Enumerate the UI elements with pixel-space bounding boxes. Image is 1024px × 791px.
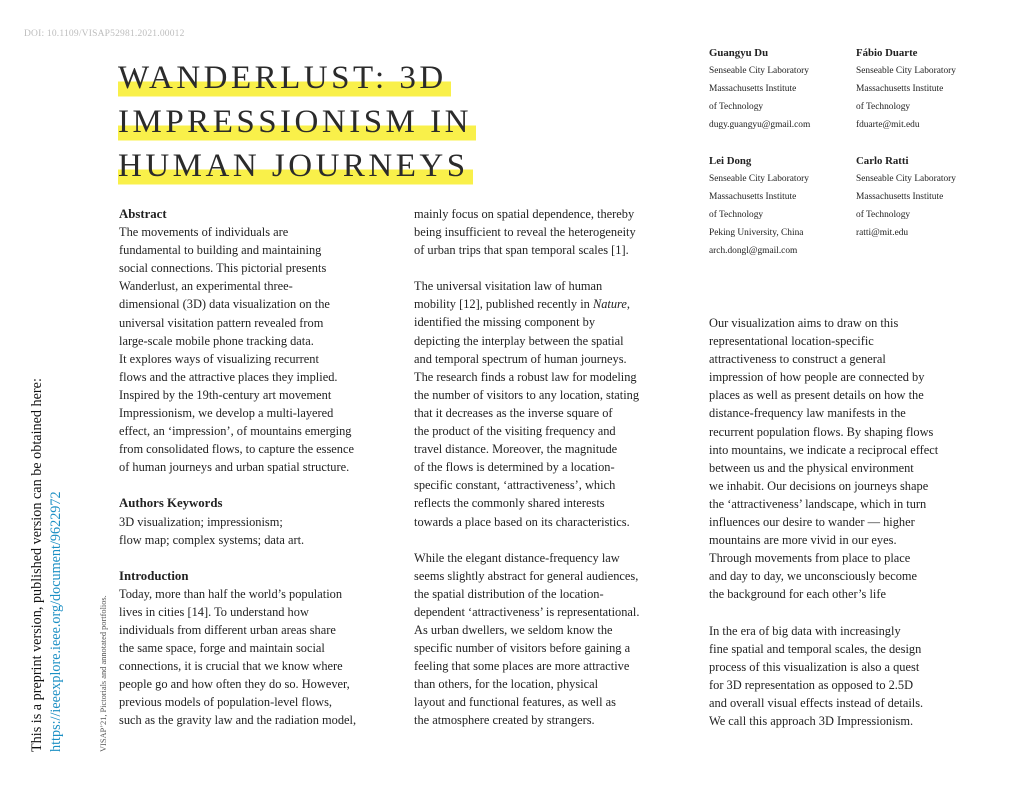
author-affiliation: of Technology	[856, 210, 911, 221]
author-affiliation: Peking University, China	[709, 228, 804, 239]
author-affiliation: Senseable City Laboratory	[856, 174, 956, 185]
author-affiliation: Massachusetts Institute	[856, 84, 944, 95]
keywords-heading: Authors Keywords	[119, 496, 223, 511]
author-email[interactable]: ratti@mit.edu	[856, 228, 909, 239]
title-line-1: WANDERLUST: 3D	[118, 56, 451, 100]
author-affiliation: Senseable City Laboratory	[709, 174, 809, 185]
introduction-text: Today, more than half the world’s population lives in cities [14]. To understand how individuals from different urban areas share the same space, forge and maintain social connections, it is crucial that we know where people go and how often they do so. However, previous models of population-level flows, such as the gravity law and the radiation model,	[119, 586, 357, 728]
venue-note: VISAP’21, Pictorials and annotated portfolios.	[99, 595, 108, 752]
author-affiliation: of Technology	[709, 210, 764, 221]
author-affiliation: Senseable City Laboratory	[856, 66, 956, 77]
author-affiliation: Massachusetts Institute	[709, 84, 797, 95]
title-line-2: IMPRESSIONISM IN	[118, 100, 476, 144]
column-right	[709, 314, 999, 730]
author-card	[856, 152, 1001, 242]
preprint-notice	[28, 378, 66, 752]
author-card	[709, 44, 854, 134]
paragraph: In the era of big data with increasingly fine spatial and temporal scales, the design process of this visualization is also a quest for 3D representation as opposed to 2.5D and overall visual effects instead of details. We call this approach 3D Impressionism.	[709, 623, 924, 728]
introduction-heading: Introduction	[119, 568, 189, 583]
paragraph-text: , identified the missing component by depicting the interplay between the spatial and temporal spectrum of human journeys. The research finds a robust law for modeling the number of visitors to any location, stating that it decreases as the inverse square of the product of the visiting frequency and travel distance. Moreover, the magnitude of the flows is determined by a location- specific constant, ‘attractiveness’, which reflects the commonly shared interests towards a place based on its characteristics.	[414, 297, 640, 529]
abstract-heading: Abstract	[119, 207, 167, 221]
author-affiliation: Senseable City Laboratory	[709, 66, 809, 77]
journal-name: Nature	[592, 297, 627, 312]
author-email[interactable]: fduarte@mit.edu	[856, 120, 920, 131]
page-title	[118, 56, 476, 188]
author-affiliation: Massachusetts Institute	[856, 192, 944, 203]
published-version-link[interactable]: https://ieeexplore.ieee.org/document/9622972	[48, 491, 64, 752]
paragraph: Our visualization aims to draw on this representational location-specific attractiveness to construct a general impression of how people are connected by places as well as present details on how the distance-frequency law manifests in the recurrent population flows. By shaping flows into mountains, we indicate a reciprocal effect between us and the physical environment we inhabit. Our decisions on journeys shape the ‘attractiveness’ landscape, which in turn influences our desire to wander — higher mountains are more vivid in our eyes. Through movements from place to place and day to day, we unconsciously become the background for each other’s life	[709, 316, 939, 602]
author-card	[709, 152, 854, 261]
author-name: Lei Dong	[709, 155, 752, 167]
title-line-3: HUMAN JOURNEYS	[118, 144, 473, 188]
author-affiliation: of Technology	[856, 102, 911, 113]
column-middle	[414, 205, 696, 730]
preprint-text: This is a preprint version, published version can be obtained here:	[29, 378, 45, 752]
author-card	[856, 44, 1001, 134]
paragraph: mainly focus on spatial dependence, thereby being insufficient to reveal the heterogeneity of urban trips that span temporal scales [1].	[414, 207, 636, 258]
author-affiliation: Massachusetts Institute	[709, 192, 797, 203]
author-name: Guangyu Du	[709, 47, 769, 59]
author-name: Carlo Ratti	[856, 155, 909, 167]
abstract-text: The movements of individuals are fundamental to building and maintaining social connections. This pictorial presents Wanderlust, an experimental three- dimensional (3D) data visualization on the universal visitation pattern revealed from large-scale mobile phone tracking data. It explores ways of visualizing recurrent flows and the attractive places they implied. Inspired by the 19th-century art movement Impressionism, we develop a multi-layered effect, an ‘impression’, of mountains emerging from consolidated flows, to capture the essence of human journeys and urban spatial structure.	[119, 225, 354, 475]
author-email[interactable]: dugy.guangyu@gmail.com	[709, 120, 811, 131]
paragraph-text: The universal visitation law of human mobility [12], published recently in	[414, 279, 603, 312]
paragraph: While the elegant distance-frequency law seems slightly abstract for general audiences, the spatial distribution of the location- dependent ‘attractiveness’ is representational. As urban dwellers, we seldom know the specific number of visitors before gaining a feeling that some places are more attractive than others, for the location, physical layout and functional features, as well as the atmosphere created by strangers.	[414, 550, 640, 728]
author-affiliation: of Technology	[709, 102, 764, 113]
doi-line: DOI: 10.1109/VISAP52981.2021.00012	[24, 29, 185, 39]
author-name: Fábio Duarte	[856, 47, 918, 59]
column-left	[119, 205, 404, 730]
author-email[interactable]: arch.dongl@gmail.com	[709, 246, 798, 257]
paragraph	[414, 277, 696, 530]
keywords-text: 3D visualization; impressionism; flow map; complex systems; data art.	[119, 514, 305, 547]
